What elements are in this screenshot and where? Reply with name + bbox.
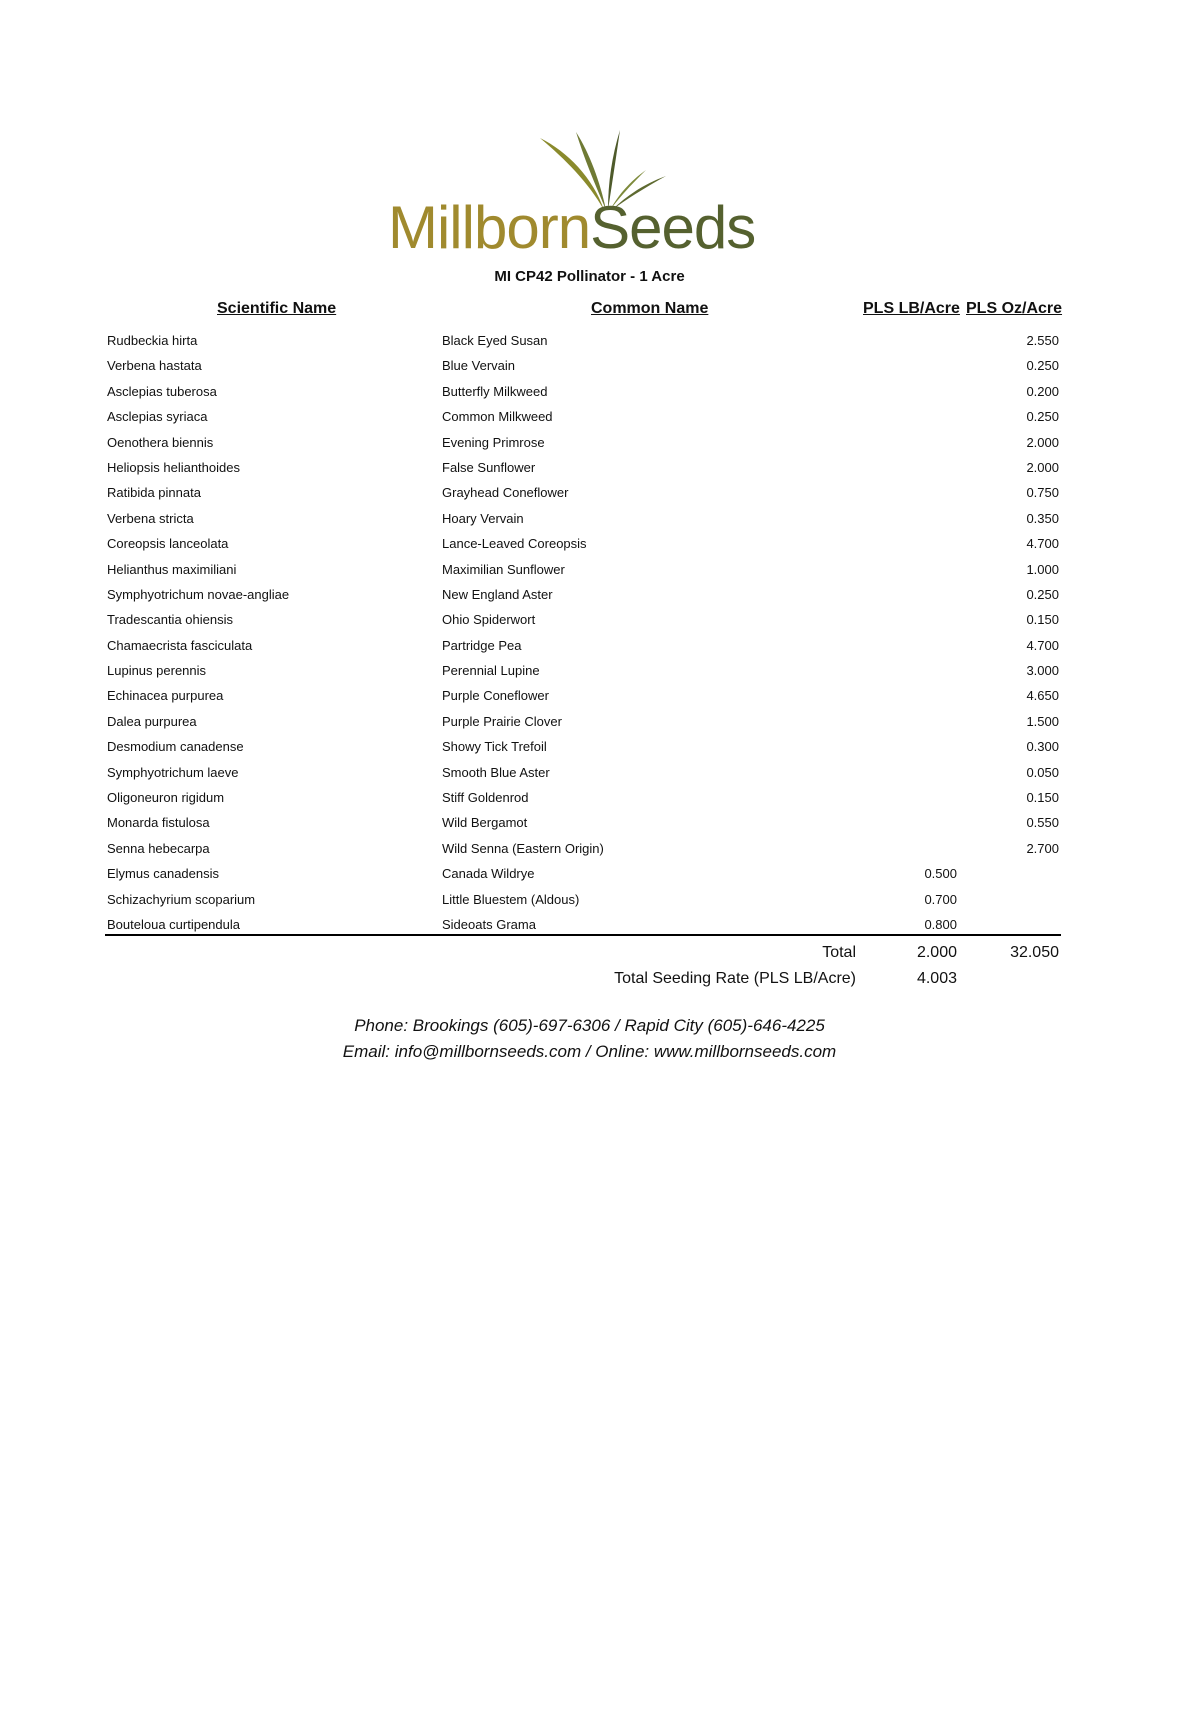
- pls-oz-cell: 0.750: [1026, 485, 1059, 501]
- scientific-name-cell: Senna hebecarpa: [107, 840, 210, 856]
- contact-phone: Phone: Brookings (605)-697-6306 / Rapid City (605)-646-4225: [354, 1016, 825, 1035]
- scientific-name-cell: Chamaecrista fasciculata: [107, 637, 253, 653]
- scientific-name-cell: Ratibida pinnata: [107, 485, 201, 501]
- pls-oz-cell: 0.250: [1026, 409, 1059, 425]
- scientific-name-cell: Asclepias tuberosa: [107, 383, 217, 399]
- pls-oz-cell: 0.250: [1026, 358, 1059, 374]
- total-oz-value: 32.050: [1010, 944, 1059, 961]
- table-divider: [105, 934, 1061, 936]
- common-name-cell: Common Milkweed: [442, 409, 553, 425]
- pls-oz-cell: 0.050: [1026, 764, 1059, 780]
- table-row: [105, 861, 1061, 886]
- scientific-name-cell: Dalea purpurea: [107, 713, 197, 729]
- common-name-cell: Hoary Vervain: [442, 510, 524, 526]
- scientific-name-cell: Elymus canadensis: [107, 866, 219, 882]
- common-name-cell: Perennial Lupine: [442, 663, 540, 679]
- common-name-cell: Smooth Blue Aster: [442, 764, 550, 780]
- pls-oz-cell: 2.000: [1026, 434, 1059, 450]
- table-row: [105, 531, 1061, 556]
- millborn-seeds-logo: [388, 130, 808, 270]
- scientific-name-cell: Symphyotrichum novae-angliae: [107, 586, 290, 602]
- scientific-name-cell: Oenothera biennis: [107, 434, 214, 450]
- header-pls-lb-acre: PLS LB/Acre: [863, 300, 960, 317]
- pls-oz-cell: 0.300: [1026, 739, 1059, 755]
- table-row: [105, 734, 1061, 759]
- pls-lb-cell: 0.500: [924, 866, 957, 882]
- table-row: [105, 353, 1061, 378]
- scientific-name-cell: Helianthus maximiliani: [107, 561, 237, 577]
- seeding-rate-value: 4.003: [916, 970, 957, 987]
- common-name-cell: Partridge Pea: [442, 637, 522, 653]
- common-name-cell: Sideoats Grama: [442, 916, 536, 932]
- common-name-cell: Black Eyed Susan: [442, 333, 548, 348]
- pls-lb-cell: 0.700: [924, 891, 957, 907]
- pls-oz-cell: 0.150: [1026, 790, 1059, 806]
- pls-oz-cell: 0.150: [1026, 612, 1059, 628]
- scientific-name-cell: Lupinus perennis: [107, 663, 207, 679]
- table-row: [105, 404, 1061, 429]
- pls-oz-cell: 4.650: [1026, 688, 1059, 704]
- scientific-name-cell: Verbena stricta: [107, 510, 194, 526]
- table-row: [105, 785, 1061, 810]
- common-name-cell: Lance-Leaved Coreopsis: [442, 536, 587, 552]
- common-name-cell: Canada Wildrye: [442, 866, 535, 882]
- pls-oz-cell: 2.000: [1026, 459, 1059, 475]
- pls-oz-cell: 2.550: [1026, 333, 1059, 348]
- pls-oz-cell: 0.200: [1026, 383, 1059, 399]
- scientific-name-cell: Heliopsis helianthoides: [107, 459, 240, 475]
- table-row: [105, 836, 1061, 861]
- pls-oz-cell: 2.700: [1026, 840, 1059, 856]
- logo-word-seeds: Seeds: [590, 194, 756, 261]
- table-row: [105, 709, 1061, 734]
- pls-oz-cell: 4.700: [1026, 536, 1059, 552]
- table-row: [105, 379, 1061, 404]
- table-row: [105, 658, 1061, 683]
- common-name-cell: Purple Coneflower: [442, 688, 549, 704]
- scientific-name-cell: Symphyotrichum laeve: [107, 764, 239, 780]
- pls-lb-cell: 0.800: [924, 916, 957, 932]
- table-body: [105, 328, 1061, 937]
- seeding-rate-row: [105, 966, 1061, 992]
- header-common-name: Common Name: [591, 300, 709, 317]
- table-row: [105, 455, 1061, 480]
- seeding-rate-label: Total Seeding Rate (PLS LB/Acre): [614, 970, 856, 987]
- scientific-name-cell: Verbena hastata: [107, 358, 202, 374]
- table-row: [105, 480, 1061, 505]
- pls-oz-cell: 1.000: [1026, 561, 1059, 577]
- table-row: [105, 887, 1061, 912]
- scientific-name-cell: Echinacea purpurea: [107, 688, 224, 704]
- table-row: [105, 506, 1061, 531]
- pls-oz-cell: 0.550: [1026, 815, 1059, 831]
- pls-oz-cell: 4.700: [1026, 637, 1059, 653]
- table-row: [105, 683, 1061, 708]
- common-name-cell: Ohio Spiderwort: [442, 612, 536, 628]
- header-pls-oz-acre: PLS Oz/Acre: [966, 300, 1063, 317]
- table-row: [105, 582, 1061, 607]
- table-row: [105, 607, 1061, 632]
- logo-word-millborn: Millborn: [388, 194, 591, 261]
- pls-oz-cell: 3.000: [1026, 663, 1059, 679]
- common-name-cell: New England Aster: [442, 586, 553, 602]
- pls-oz-cell: 0.350: [1026, 510, 1059, 526]
- table-row: [105, 557, 1061, 582]
- common-name-cell: Maximilian Sunflower: [442, 561, 565, 577]
- common-name-cell: Blue Vervain: [442, 358, 515, 374]
- scientific-name-cell: Oligoneuron rigidum: [107, 790, 225, 806]
- table-row: [105, 760, 1061, 785]
- common-name-cell: Grayhead Coneflower: [442, 485, 569, 501]
- common-name-cell: Little Bluestem (Aldous): [442, 891, 580, 907]
- total-lb-value: 2.000: [916, 944, 957, 961]
- scientific-name-cell: Rudbeckia hirta: [107, 333, 198, 348]
- common-name-cell: False Sunflower: [442, 459, 536, 475]
- total-row: [105, 940, 1061, 966]
- scientific-name-cell: Coreopsis lanceolata: [107, 536, 229, 552]
- contact-email: Email: info@millbornseeds.com / Online: www.millbornseeds.com: [342, 1042, 837, 1061]
- scientific-name-cell: Bouteloua curtipendula: [107, 916, 240, 932]
- table-row: [105, 810, 1061, 835]
- common-name-cell: Stiff Goldenrod: [442, 790, 529, 806]
- scientific-name-cell: Asclepias syriaca: [107, 409, 208, 425]
- table-row: [105, 430, 1061, 455]
- scientific-name-cell: Schizachyrium scoparium: [107, 891, 256, 907]
- common-name-cell: Purple Prairie Clover: [442, 713, 562, 729]
- scientific-name-cell: Tradescantia ohiensis: [107, 612, 233, 628]
- common-name-cell: Evening Primrose: [442, 434, 545, 450]
- table-row: [105, 633, 1061, 658]
- table-row: [105, 328, 1061, 353]
- scientific-name-cell: Monarda fistulosa: [107, 815, 210, 831]
- total-label: Total: [822, 944, 856, 961]
- logo-wordmark: [388, 194, 756, 261]
- pls-oz-cell: 0.250: [1026, 586, 1059, 602]
- common-name-cell: Wild Senna (Eastern Origin): [442, 840, 604, 856]
- document-title: MI CP42 Pollinator - 1 Acre: [494, 268, 685, 285]
- common-name-cell: Wild Bergamot: [442, 815, 528, 831]
- header-scientific-name: Scientific Name: [217, 300, 337, 317]
- scientific-name-cell: Desmodium canadense: [107, 739, 244, 755]
- pls-oz-cell: 1.500: [1026, 713, 1059, 729]
- common-name-cell: Butterfly Milkweed: [442, 383, 548, 399]
- common-name-cell: Showy Tick Trefoil: [442, 739, 547, 755]
